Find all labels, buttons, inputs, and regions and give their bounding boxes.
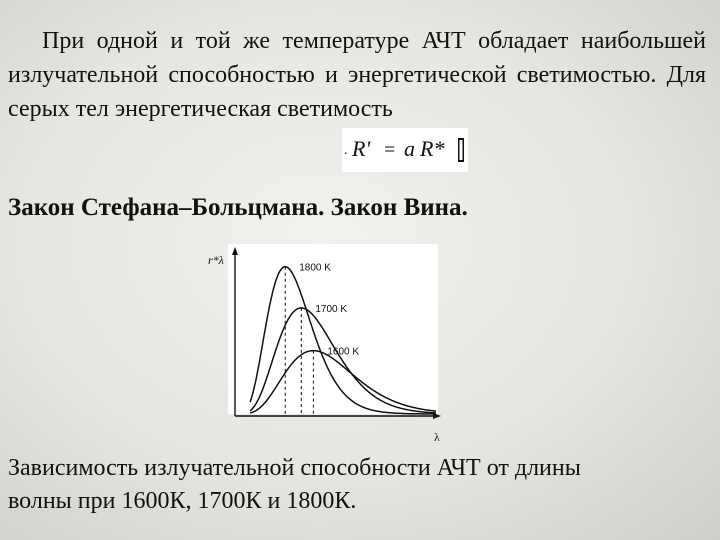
formula-lhs: R'	[352, 136, 371, 161]
x-axis-label: λ	[434, 430, 440, 444]
figure-caption	[8, 452, 708, 518]
intro-line-1: При одной и той же температуре АЧТ обладает	[42, 28, 569, 54]
intro-line-2: наибольшей излучательной способностью и	[8, 28, 707, 88]
series-label-1700-k: 1700 K	[315, 303, 348, 315]
intro-line-3: энергетической светимостью. Для серых тел	[8, 62, 706, 122]
gray-body-formula	[342, 128, 468, 172]
caption-line-1: Зависимость излучательной способности АЧТ от длины	[8, 455, 581, 481]
spectrum-chart	[200, 244, 450, 449]
formula-equals: =	[384, 139, 396, 161]
section-heading: Закон Стефана–Больцмана. Закон Вина.	[8, 194, 468, 221]
formula-rhs: R*	[420, 136, 445, 161]
series-label-1800-k: 1800 K	[299, 262, 331, 274]
intro-paragraph	[8, 24, 706, 126]
y-axis-label: r*λ	[208, 253, 224, 267]
caption-line-2: волны при 1600К, 1700К и 1800К.	[8, 488, 357, 514]
series-label-1600-k: 1600 K	[327, 346, 360, 358]
intro-line-4: энергетическая светимость	[114, 96, 393, 122]
formula-coefficient: a	[404, 136, 415, 161]
formula-dot-left: .	[344, 143, 348, 158]
